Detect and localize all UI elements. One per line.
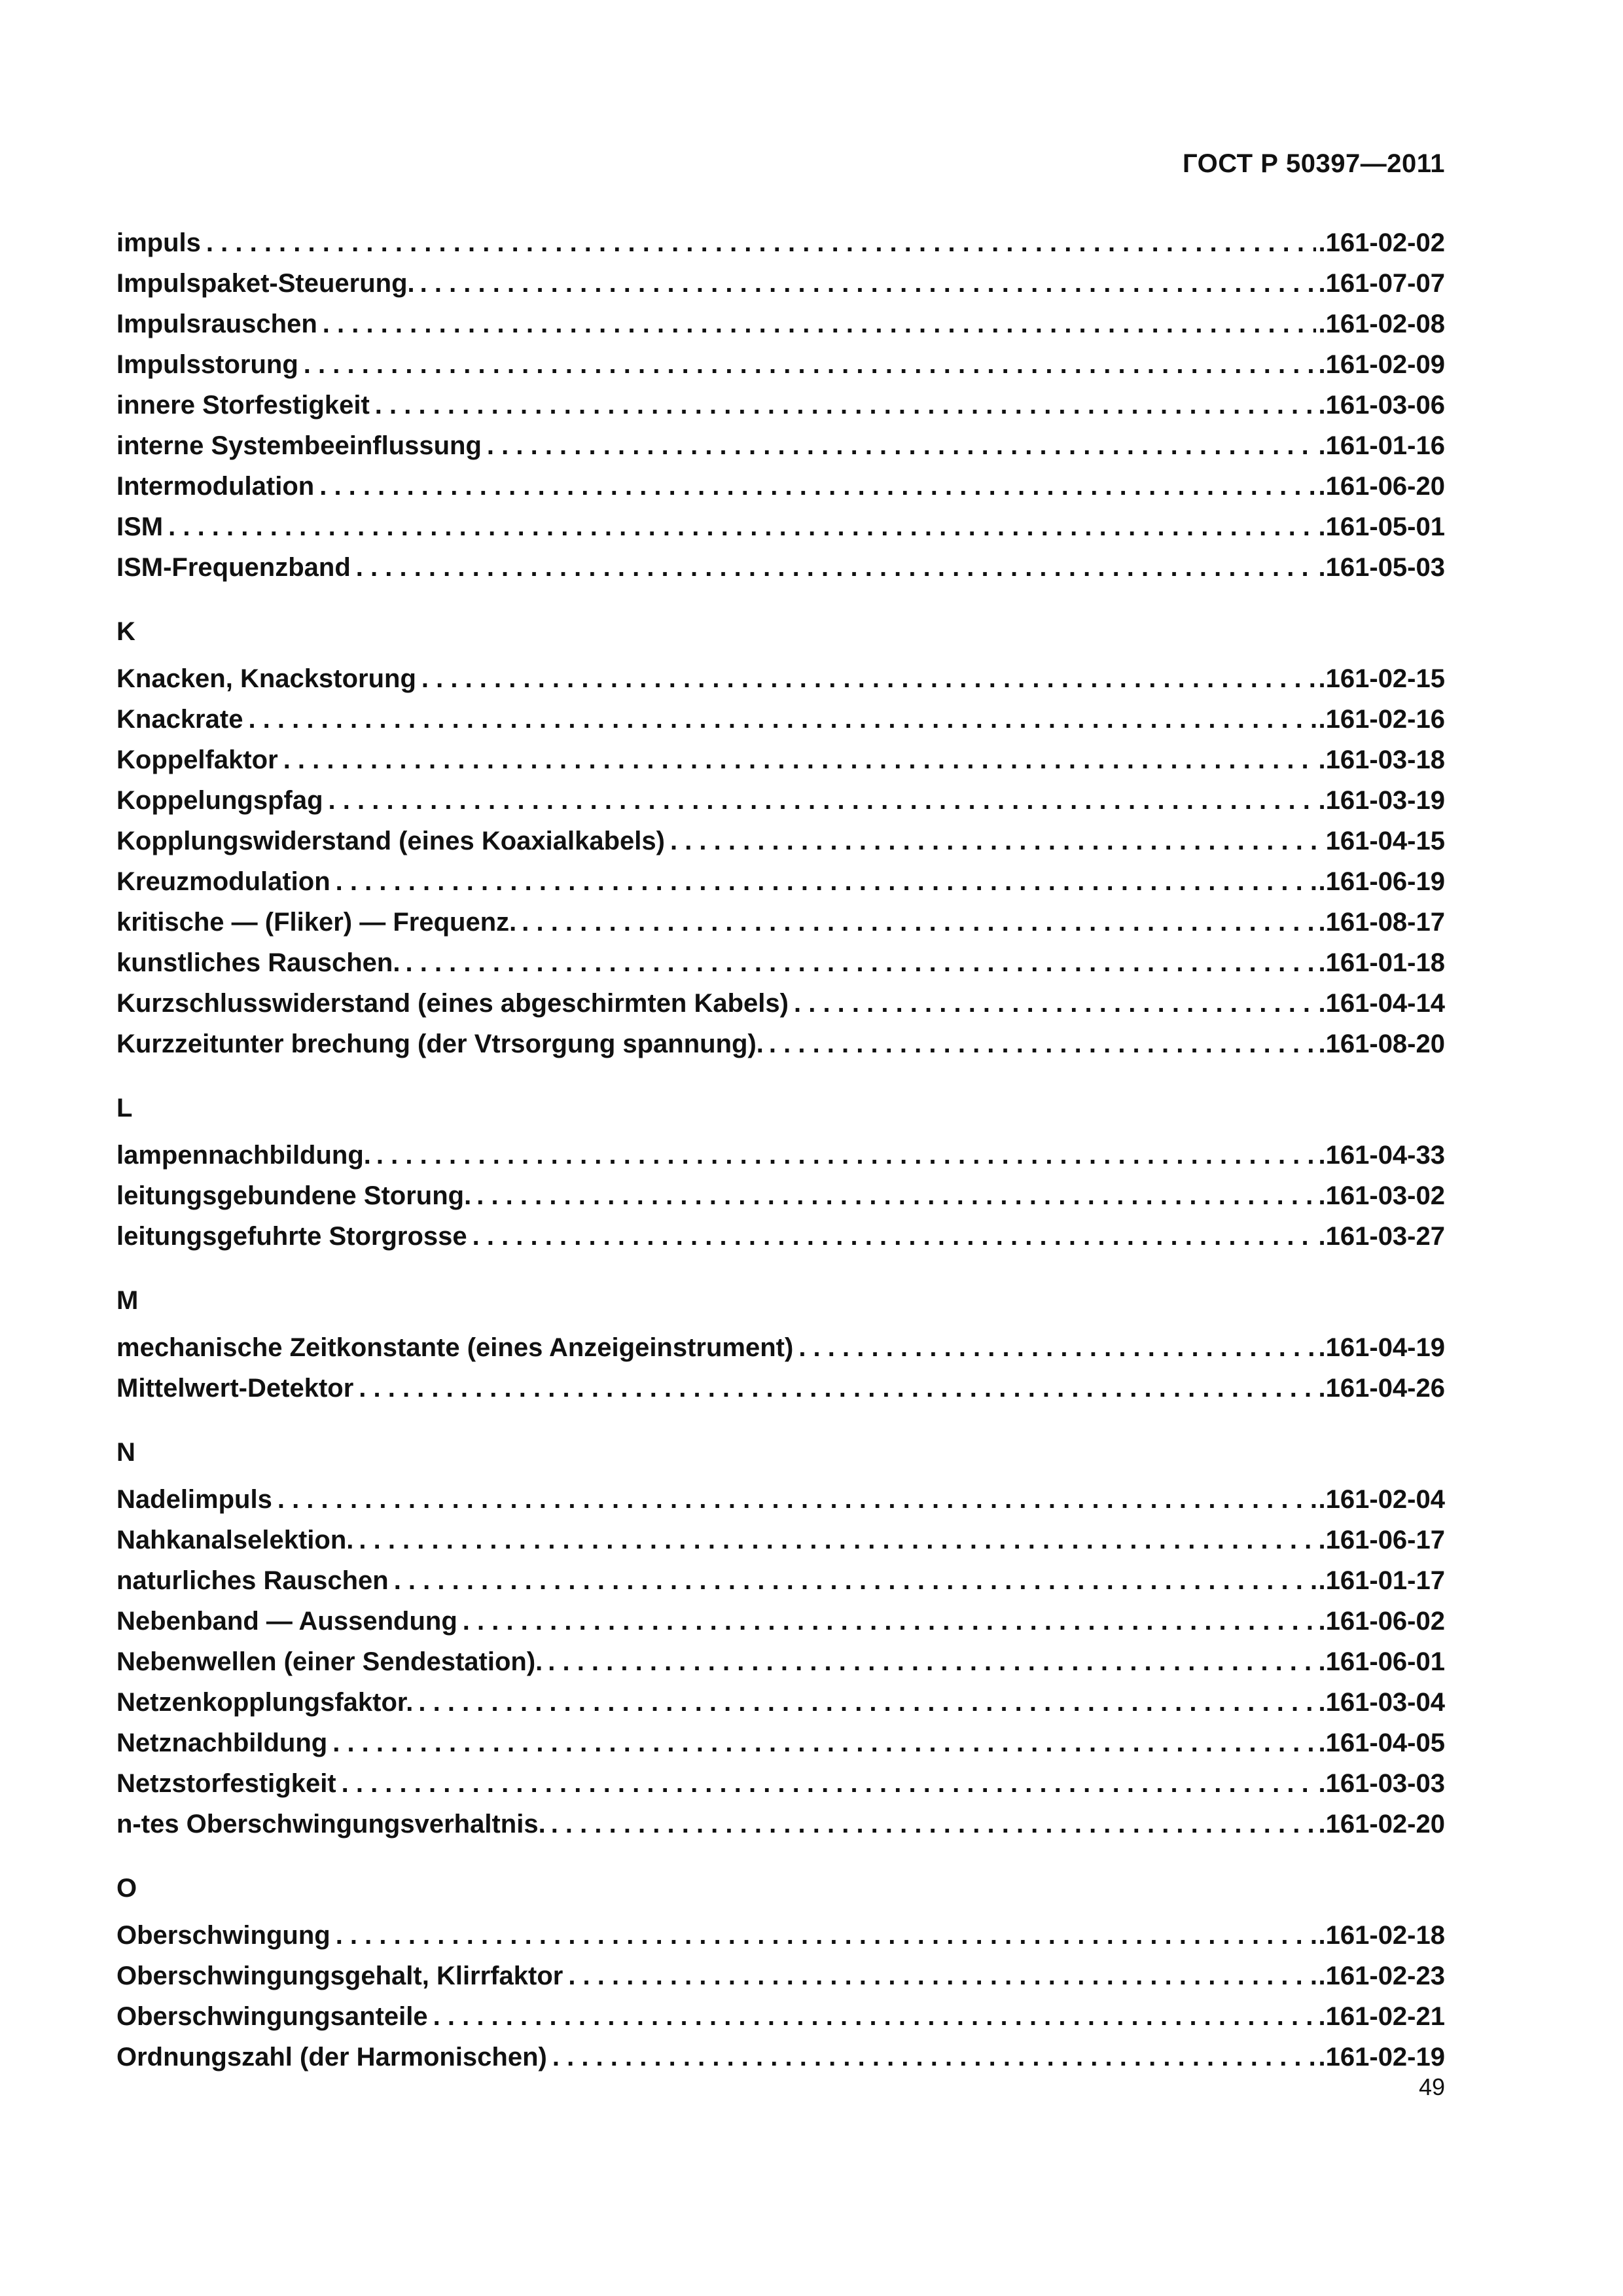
term-reference-number: .161-03-04	[1318, 1688, 1445, 1717]
index-term: Knacken, Knackstorung	[116, 664, 416, 693]
dot-leader	[487, 425, 1316, 466]
index-term: Kurzschlusswiderstand (eines abgeschirmten Kabels)	[116, 989, 789, 1018]
term-reference-number: .161-03-03	[1318, 1769, 1445, 1798]
term-reference-number: .161-02-18	[1318, 1921, 1445, 1950]
index-entry	[116, 223, 1445, 263]
page-number: 49	[1418, 2073, 1445, 2100]
index-entry	[116, 740, 1445, 780]
dot-leader	[552, 2037, 1316, 2077]
index-term: Koppelungspfag	[116, 786, 323, 815]
dot-leader	[522, 902, 1315, 942]
dot-leader	[359, 1368, 1315, 1408]
index-term: Netzstorfestigkeit	[116, 1769, 336, 1798]
dot-leader	[794, 983, 1316, 1024]
index-term: leitungsgebundene Storung.	[116, 1181, 472, 1210]
dot-leader	[336, 1915, 1316, 1956]
index-entry	[116, 507, 1445, 547]
index-entry	[116, 942, 1445, 983]
index-term: Ordnungszahl (der Harmonischen)	[116, 2043, 547, 2072]
index-entry	[116, 1956, 1445, 1996]
dot-leader	[329, 780, 1316, 821]
dot-leader	[332, 1723, 1315, 1763]
dot-leader	[277, 1479, 1316, 1520]
term-reference-number: .161-03-18	[1318, 745, 1445, 774]
index-term: mechanische Zeitkonstante (eines Anzeigeinstrument)	[116, 1333, 794, 1362]
term-reference-number: .161-01-16	[1318, 431, 1445, 460]
index-entry	[116, 1560, 1445, 1601]
index-entry	[116, 1327, 1445, 1368]
dot-leader	[405, 942, 1315, 983]
term-reference-number: .161-03-27	[1318, 1222, 1445, 1251]
index-term: Impulspaket-Steuerung.	[116, 269, 415, 298]
term-reference-number: .161-03-19	[1318, 786, 1445, 815]
term-reference-number: .161-02-20	[1318, 1810, 1445, 1839]
dot-leader	[376, 1135, 1316, 1175]
index-term: Netzenkopplungsfaktor.	[116, 1688, 414, 1717]
index-term: Nadelimpuls	[116, 1485, 272, 1514]
index-entry	[116, 344, 1445, 385]
dot-leader	[323, 304, 1316, 344]
term-reference-number: .161-06-01	[1318, 1647, 1445, 1676]
term-reference-number: .161-02-02	[1318, 228, 1445, 257]
index-entry	[116, 1641, 1445, 1682]
index-term: interne Systembeeinflussung	[116, 431, 482, 460]
term-reference-number: .161-02-15	[1318, 664, 1445, 693]
index-term: Oberschwingung	[116, 1921, 330, 1950]
term-reference-number: .161-02-23	[1318, 1962, 1445, 1990]
dot-leader	[670, 821, 1323, 861]
index-term: leitungsgefuhrte Storgrosse	[116, 1222, 467, 1251]
dot-leader	[548, 1641, 1315, 1682]
dot-leader	[319, 466, 1315, 507]
index-entry	[116, 385, 1445, 425]
index-term: Nebenband — Aussendung	[116, 1607, 457, 1636]
dot-leader	[206, 223, 1316, 263]
dot-leader	[418, 1682, 1315, 1723]
index-term: kunstliches Rauschen.	[116, 948, 401, 977]
term-reference-number: .161-08-20	[1318, 1030, 1445, 1058]
dot-leader	[769, 1024, 1316, 1064]
index-entry	[116, 983, 1445, 1024]
index-entry	[116, 466, 1445, 507]
dot-leader	[248, 699, 1315, 740]
standard-designation: ГОСТ Р 50397—2011	[1183, 149, 1445, 178]
dot-leader	[568, 1956, 1315, 1996]
term-reference-number: .161-04-33	[1318, 1141, 1445, 1170]
index-entry	[116, 425, 1445, 466]
section-letter-heading: K	[116, 617, 135, 646]
index-term: Intermodulation	[116, 472, 315, 501]
index-term: Koppelfaktor	[116, 745, 278, 774]
term-reference-number: .161-04-26	[1318, 1374, 1445, 1403]
index-term: Impulsstorung	[116, 350, 298, 379]
index-term: Nebenwellen (einer Sendestation).	[116, 1647, 543, 1676]
index-entry	[116, 1368, 1445, 1408]
index-section	[116, 223, 1445, 588]
index-entry	[116, 902, 1445, 942]
index-entry	[116, 304, 1445, 344]
dot-leader	[168, 507, 1315, 547]
index-term: n-tes Oberschwingungsverhaltnis.	[116, 1810, 546, 1839]
term-reference-number: .161-05-01	[1318, 512, 1445, 541]
dot-leader	[420, 263, 1316, 304]
term-reference-number: 161-04-15	[1325, 827, 1445, 855]
term-reference-number: .161-02-04	[1318, 1485, 1445, 1514]
term-reference-number: .161-06-20	[1318, 472, 1445, 501]
index-entry	[116, 699, 1445, 740]
index-entry	[116, 1520, 1445, 1560]
section-letter-heading: L	[116, 1094, 133, 1122]
index-term: Nahkanalselektion.	[116, 1526, 354, 1554]
dot-leader	[551, 1804, 1316, 1844]
index-entry	[116, 1601, 1445, 1641]
index-section	[116, 611, 1445, 1064]
term-reference-number: .161-01-18	[1318, 948, 1445, 977]
index-term: naturliches Rauschen	[116, 1566, 389, 1595]
dot-leader	[342, 1763, 1316, 1804]
alphabetical-index	[116, 223, 1445, 2077]
index-term: innere Storfestigkeit	[116, 391, 370, 420]
term-reference-number: .161-08-17	[1318, 908, 1445, 937]
dot-leader	[421, 658, 1316, 699]
index-entry	[116, 263, 1445, 304]
dot-leader	[283, 740, 1316, 780]
index-term: Kreuzmodulation	[116, 867, 330, 896]
index-term: impuls	[116, 228, 201, 257]
index-term: Kurzzeitunter brechung (der Vtrsorgung spannung).	[116, 1030, 764, 1058]
term-reference-number: .161-01-17	[1318, 1566, 1445, 1595]
dot-leader	[356, 547, 1316, 588]
index-section	[116, 1088, 1445, 1257]
index-term: lampennachbildung.	[116, 1141, 371, 1170]
dot-leader	[375, 385, 1316, 425]
dot-leader	[336, 861, 1316, 902]
index-term: Netznachbildung	[116, 1729, 328, 1757]
term-reference-number: .161-03-06	[1318, 391, 1445, 420]
index-term: ISM-Frequenzband	[116, 553, 351, 582]
term-reference-number: .161-02-08	[1318, 310, 1445, 338]
index-entry	[116, 547, 1445, 588]
index-entry	[116, 1763, 1445, 1804]
index-term: Oberschwingungsanteile	[116, 2002, 428, 2031]
term-reference-number: .161-04-05	[1318, 1729, 1445, 1757]
index-entry	[116, 1682, 1445, 1723]
index-entry	[116, 658, 1445, 699]
dot-leader	[798, 1327, 1315, 1368]
dot-leader	[359, 1520, 1315, 1560]
term-reference-number: .161-06-02	[1318, 1607, 1445, 1636]
index-term: Mittelwert-Detektor	[116, 1374, 354, 1403]
index-term: kritische — (Fliker) — Frequenz.	[116, 908, 517, 937]
dot-leader	[304, 344, 1316, 385]
index-entry	[116, 1024, 1445, 1064]
index-entry	[116, 1216, 1445, 1257]
section-letter-heading: O	[116, 1874, 137, 1903]
section-letter-heading: N	[116, 1438, 135, 1467]
term-reference-number: .161-02-19	[1318, 2043, 1445, 2072]
index-entry	[116, 1915, 1445, 1956]
index-entry	[116, 1479, 1445, 1520]
dot-leader	[394, 1560, 1316, 1601]
index-section	[116, 1432, 1445, 1844]
dot-leader	[463, 1601, 1316, 1641]
index-term: ISM	[116, 512, 164, 541]
index-section	[116, 1280, 1445, 1408]
section-letter-heading: M	[116, 1286, 139, 1315]
index-entry	[116, 861, 1445, 902]
dot-leader	[433, 1996, 1316, 2037]
index-term: Oberschwingungsgehalt, Klirrfaktor	[116, 1962, 563, 1990]
index-entry	[116, 1135, 1445, 1175]
term-reference-number: .161-04-14	[1318, 989, 1445, 1018]
dot-leader	[476, 1175, 1315, 1216]
term-reference-number: .161-02-09	[1318, 350, 1445, 379]
index-term: Knackrate	[116, 705, 243, 734]
dot-leader	[473, 1216, 1316, 1257]
document-header	[0, 149, 1445, 179]
term-reference-number: .161-02-21	[1318, 2002, 1445, 2031]
term-reference-number: .161-04-19	[1318, 1333, 1445, 1362]
index-entry	[116, 821, 1445, 861]
index-entry	[116, 780, 1445, 821]
index-term: Impulsrauschen	[116, 310, 317, 338]
term-reference-number: .161-07-07	[1318, 269, 1445, 298]
index-entry	[116, 1804, 1445, 1844]
index-entry	[116, 2037, 1445, 2077]
term-reference-number: .161-05-03	[1318, 553, 1445, 582]
index-section	[116, 1868, 1445, 2077]
term-reference-number: .161-02-16	[1318, 705, 1445, 734]
index-entry	[116, 1175, 1445, 1216]
index-entry	[116, 1723, 1445, 1763]
term-reference-number: .161-03-02	[1318, 1181, 1445, 1210]
index-term: Kopplungswiderstand (eines Koaxialkabels)	[116, 827, 665, 855]
term-reference-number: .161-06-17	[1318, 1526, 1445, 1554]
index-entry	[116, 1996, 1445, 2037]
term-reference-number: .161-06-19	[1318, 867, 1445, 896]
